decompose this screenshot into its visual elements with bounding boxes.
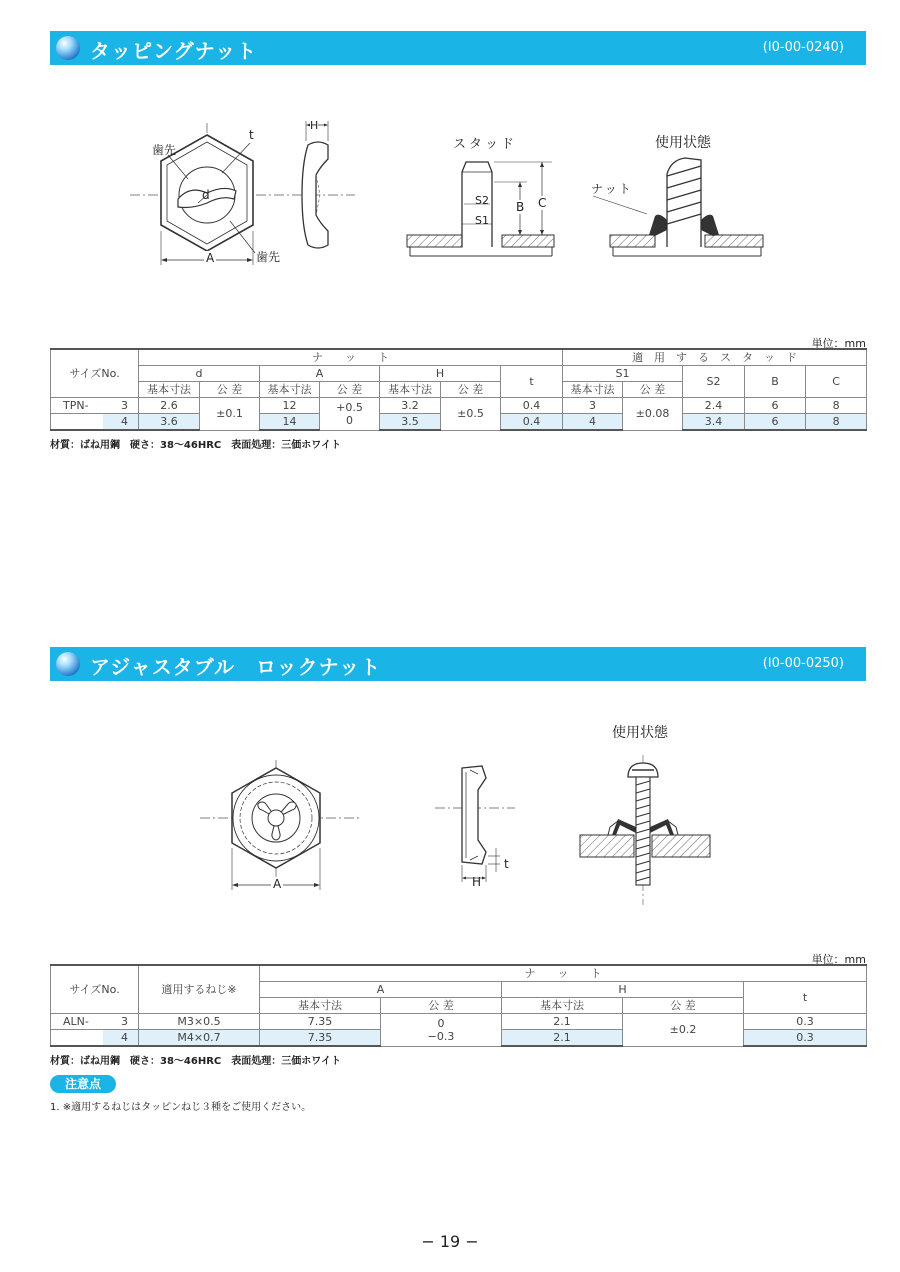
tapping-nut-drawing — [130, 115, 360, 275]
row-prefix: TPN- — [51, 398, 103, 414]
label-B: B — [516, 200, 525, 214]
unit-label-2: 単位：mm — [811, 953, 866, 966]
cell-t: 0.3 — [744, 1030, 867, 1047]
tol-H: ±0.5 — [441, 398, 501, 431]
nut-header: ナ ッ ト — [139, 349, 563, 366]
lock-nut-spec-table — [50, 964, 867, 1047]
label-S1: S1 — [475, 214, 489, 227]
material-spec-1: 材質：ばね用鋼 硬さ：38〜46HRC 表面処理：三価ホワイト — [50, 440, 341, 451]
col-S2: S2 — [683, 366, 745, 398]
label-A-lock: A — [273, 877, 282, 891]
cell-S1: 4 — [563, 414, 623, 431]
cell-H: 2.1 — [502, 1030, 623, 1047]
material-spec-2: 材質：ばね用鋼 硬さ：38〜46HRC 表面処理：三価ホワイト — [50, 1056, 341, 1067]
note-badge: 注意点 — [50, 1075, 116, 1093]
col-A: A — [260, 366, 380, 382]
label-S2: S2 — [475, 194, 489, 207]
product-code: (I0-00-0240) — [762, 40, 844, 55]
tolerance-header: 公 差 — [623, 382, 683, 398]
col-C: C — [806, 366, 867, 398]
cell-A: 12 — [260, 398, 320, 414]
cell-H: 3.2 — [380, 398, 441, 414]
col-d: d — [139, 366, 260, 382]
cell-A: 7.35 — [260, 1014, 381, 1030]
col-B: B — [745, 366, 806, 398]
col-A: A — [260, 982, 502, 998]
unit-label-1: 単位：mm — [811, 337, 866, 350]
basic-dim-header: 基本寸法 — [139, 382, 200, 398]
section-header-tapping-nut — [50, 31, 866, 65]
bullet-ball-icon — [56, 652, 80, 676]
cell-d: 2.6 — [139, 398, 200, 414]
cell-d: 3.6 — [139, 414, 200, 431]
label-t: t — [249, 128, 254, 142]
cell-S2: 2.4 — [683, 398, 745, 414]
tolerance-header: 公 差 — [623, 998, 744, 1014]
nut-header: ナ ッ ト — [260, 965, 867, 982]
col-H: H — [502, 982, 744, 998]
col-H: H — [380, 366, 501, 382]
cell-t: 0.4 — [501, 414, 563, 431]
label-C: C — [538, 196, 547, 210]
tol-A-lower: 0 — [346, 413, 354, 427]
section-title: タッピングナット — [90, 39, 258, 63]
cell-C: 8 — [806, 398, 867, 414]
note-text: 1. ※適用するねじはタッピンねじ３種をご使用ください。 — [50, 1102, 312, 1113]
basic-dim-header: 基本寸法 — [260, 998, 381, 1014]
section-header-lock-nut — [50, 647, 866, 681]
row-size-no: 3 — [103, 1014, 139, 1030]
row-prefix-empty — [51, 414, 103, 431]
tolerance-header: 公 差 — [200, 382, 260, 398]
row-prefix-empty — [51, 1030, 103, 1047]
label-teeth-bottom: 歯先 — [256, 250, 281, 264]
usage-label-1: 使用状態 — [655, 135, 711, 151]
col-S1: S1 — [563, 366, 683, 382]
section-title: アジャスタブル ロックナット — [90, 655, 382, 679]
tol-A-upper: +0.5 — [336, 400, 363, 414]
cell-screw: M4×0.7 — [139, 1030, 260, 1047]
cell-screw: M3×0.5 — [139, 1014, 260, 1030]
table-row — [51, 398, 867, 414]
label-t-lock: t — [504, 857, 509, 871]
tol-A-upper: 0 — [437, 1016, 445, 1030]
tol-A — [381, 1014, 502, 1047]
tolerance-header: 公 差 — [441, 382, 501, 398]
cell-S1: 3 — [563, 398, 623, 414]
label-H: H — [310, 119, 319, 132]
tolerance-header: 公 差 — [381, 998, 502, 1014]
screw-header: 適用するねじ※ — [139, 965, 260, 1014]
cell-A: 7.35 — [260, 1030, 381, 1047]
usage-drawing-lock — [578, 755, 713, 905]
cell-A: 14 — [260, 414, 320, 431]
label-A: A — [206, 251, 215, 265]
product-code: (I0-00-0250) — [762, 656, 844, 671]
stud-label: スタッド — [453, 137, 518, 152]
tol-A-lower: −0.3 — [427, 1029, 455, 1043]
row-size-no: 4 — [103, 1030, 139, 1047]
tol-H: ±0.2 — [623, 1014, 744, 1047]
cell-B: 6 — [745, 414, 806, 431]
cell-H: 2.1 — [502, 1014, 623, 1030]
tol-d: ±0.1 — [200, 398, 260, 431]
tapping-nut-spec-table — [50, 348, 867, 431]
page-number: − 19 − — [421, 1232, 479, 1251]
row-size-no: 3 — [103, 398, 139, 414]
tolerance-header: 公 差 — [320, 382, 380, 398]
usage-label-2: 使用状態 — [612, 725, 668, 741]
cell-B: 6 — [745, 398, 806, 414]
cell-t: 0.3 — [744, 1014, 867, 1030]
col-t: t — [501, 366, 563, 398]
label-nut: ナット — [591, 182, 633, 196]
cell-H: 3.5 — [380, 414, 441, 431]
size-header: サイズNo. — [51, 965, 139, 1014]
row-size-no: 4 — [103, 414, 139, 431]
stud-header: 適 用 す る ス タ ッ ド — [563, 349, 867, 366]
tol-A — [320, 398, 380, 431]
bullet-ball-icon — [56, 36, 80, 60]
cell-t: 0.4 — [501, 398, 563, 414]
basic-dim-header: 基本寸法 — [380, 382, 441, 398]
basic-dim-header: 基本寸法 — [563, 382, 623, 398]
cell-S2: 3.4 — [683, 414, 745, 431]
usage-drawing-tapping — [585, 152, 775, 262]
label-d: d — [202, 188, 210, 202]
basic-dim-header: 基本寸法 — [260, 382, 320, 398]
lock-nut-top-drawing — [200, 760, 360, 895]
label-H-lock: H — [472, 875, 482, 889]
col-t: t — [744, 982, 867, 1014]
table-row — [51, 1014, 867, 1030]
size-header: サイズNo. — [51, 349, 139, 398]
basic-dim-header: 基本寸法 — [502, 998, 623, 1014]
cell-C: 8 — [806, 414, 867, 431]
label-teeth-top: 歯先 — [152, 143, 177, 157]
row-prefix: ALN- — [51, 1014, 103, 1030]
tol-S1: ±0.08 — [623, 398, 683, 431]
